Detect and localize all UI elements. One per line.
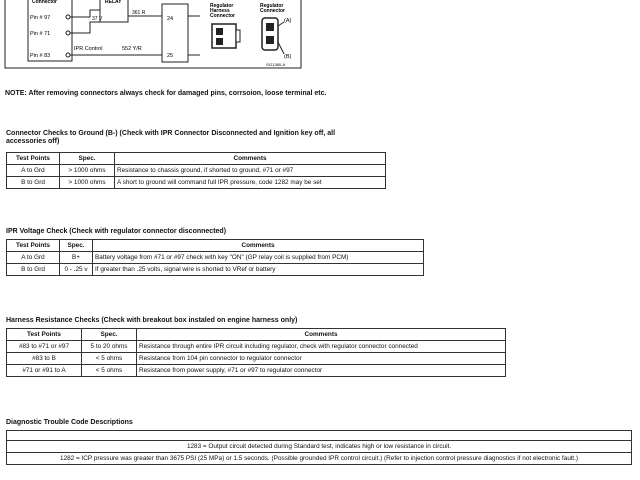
harness-label-1: Regulator	[210, 3, 234, 9]
cell-test-point: #83 to #71 or #97	[7, 341, 82, 353]
cell-spec: < 5 ohms	[82, 353, 137, 365]
relay-label: RELAY	[105, 0, 122, 5]
pin-24-label: 24	[167, 16, 174, 22]
cell-test-point: B to Grd	[7, 264, 60, 276]
dtc-blank-cell	[7, 431, 632, 441]
wire-552-label: 552 Y/R	[122, 46, 142, 52]
section1-title-line1: Connector Checks to Ground (B-) (Check with IPR Connector Disconnected and Ignition key off, all	[6, 130, 336, 137]
table-row	[7, 341, 506, 353]
pin-25-label: 25	[167, 53, 174, 59]
cell-comment: Resistance from 104 pin connector to regulator connector	[137, 353, 506, 365]
wire-ipr-label: IPR Control	[74, 46, 103, 52]
header-comments: Comments	[115, 153, 386, 165]
pin-97-dot	[66, 15, 70, 19]
cell-spec: 5 to 20 ohms	[82, 341, 137, 353]
header-spec: Spec.	[60, 240, 93, 252]
figure-id: GG1380-A	[266, 62, 286, 67]
header-test-points: Test Points	[7, 240, 60, 252]
cell-spec: > 1000 ohms	[60, 165, 115, 177]
cell-test-point: #71 or #91 to A	[7, 365, 82, 377]
section4-title: Diagnostic Trouble Code Descriptions	[6, 419, 133, 426]
harness-label-2: Harness	[210, 8, 230, 14]
wire-361r-label: 361 R	[132, 10, 146, 16]
table-row	[7, 453, 632, 465]
pin-83-label: Pin # 83	[30, 53, 51, 59]
reg-pin-a	[266, 23, 274, 31]
point-b-label: (B)	[284, 54, 292, 60]
cell-comment: Battery voltage from #71 or #97 check with key "ON" (GP relay coil is supplied from PCM)	[93, 252, 424, 264]
dtc-table	[6, 430, 632, 465]
reg-pin-b	[266, 36, 274, 44]
pin-71-label: Pin # 71	[30, 31, 51, 37]
reg-label-1: Regulator	[260, 3, 284, 9]
voltage-check-table	[6, 239, 424, 276]
table-row	[7, 431, 632, 441]
harness-label-3: Connector	[210, 13, 235, 19]
connector-label: Connector	[32, 0, 57, 5]
cell-test-point: A to Grd	[7, 165, 60, 177]
cell-test-point: #83 to B	[7, 353, 82, 365]
cell-comment: Resistance through entire IPR circuit including regulator, check with regulator connector connected	[137, 341, 506, 353]
table-header-row	[7, 240, 424, 252]
table-row	[7, 365, 506, 377]
harness-block	[162, 4, 188, 62]
table-row	[7, 441, 632, 453]
section1-title-line2: accessories off)	[6, 138, 60, 145]
cell-comment: Resistance to chassis ground, if shorted to ground, #71 or #97	[115, 165, 386, 177]
header-comments: Comments	[137, 329, 506, 341]
header-spec: Spec.	[60, 153, 115, 165]
pin-83-dot	[66, 53, 70, 57]
cell-spec: B+	[60, 252, 93, 264]
cell-spec: < 5 ohms	[82, 365, 137, 377]
wiring-diagram	[4, 0, 304, 70]
harness-plug-pin-a	[216, 28, 223, 35]
pin-71-dot	[66, 31, 70, 35]
cell-comment: Resistance from power supply, #71 or #97 to regulator connector	[137, 365, 506, 377]
cell-spec: 0 - .25 v	[60, 264, 93, 276]
header-comments: Comments	[93, 240, 424, 252]
wire-37v-label: 37 V	[92, 16, 103, 22]
table-header-row	[7, 153, 386, 165]
header-test-points: Test Points	[7, 153, 60, 165]
header-test-points: Test Points	[7, 329, 82, 341]
pin-97-label: Pin # 97	[30, 15, 51, 21]
harness-plug-pin-b	[216, 38, 223, 45]
harness-plug	[212, 24, 236, 48]
cell-comment: If greater than .25 volts, signal wire is shorted to VRef or battery	[93, 264, 424, 276]
dtc-1282: 1282 = ICP pressure was greater than 3675 PSI (25 MPa) or 1.5 seconds. (Possible grounded IPR control circuit.) (Refer to injection control pressure diagnostics if not electronic fault.)	[7, 453, 632, 465]
table-row	[7, 264, 424, 276]
table-row	[7, 165, 386, 177]
note-text: NOTE: After removing connectors always check for damaged pins, corrsoion, loose terminal etc.	[5, 90, 327, 97]
table-header-row	[7, 329, 506, 341]
header-spec: Spec.	[82, 329, 137, 341]
cell-test-point: B to Grd	[7, 177, 60, 189]
cell-test-point: A to Grd	[7, 252, 60, 264]
harness-resistance-table	[6, 328, 506, 377]
point-a-label: (A)	[284, 18, 292, 24]
section3-title: Harness Resistance Checks (Check with breakout box instaled on engine harness only)	[6, 317, 298, 324]
regulator-connector	[262, 18, 278, 50]
cell-comment: A short to ground will command full IPR pressure, code 1282 may be set	[115, 177, 386, 189]
dtc-1283: 1283 = Output circuit detected during Standard test, indicates high or low resistance in circuit.	[7, 441, 632, 453]
harness-plug-latch	[236, 30, 240, 42]
wiring-diagram-svg	[4, 0, 304, 70]
table-row	[7, 252, 424, 264]
section1-title	[6, 130, 335, 146]
section2-title: IPR Voltage Check (Check with regulator connector disconnected)	[6, 228, 227, 235]
cell-spec: > 1000 ohms	[60, 177, 115, 189]
reg-label-2: Connector	[260, 8, 285, 14]
ground-checks-table	[6, 152, 386, 189]
table-row	[7, 353, 506, 365]
table-row	[7, 177, 386, 189]
